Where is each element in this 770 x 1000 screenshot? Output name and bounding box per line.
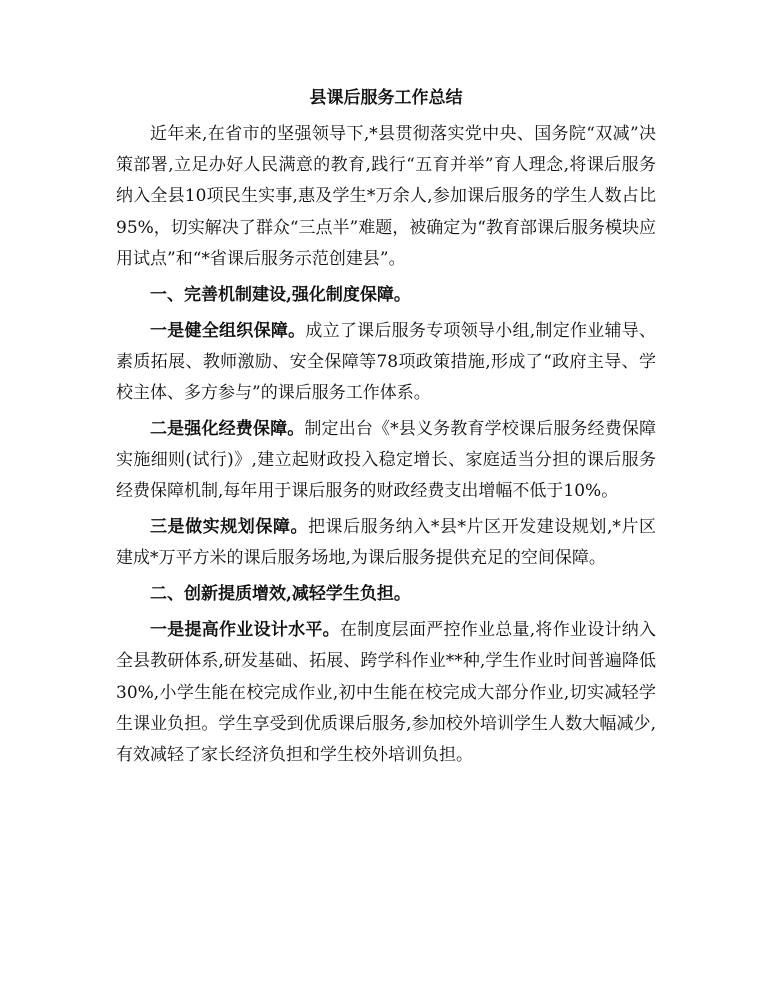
paragraph-2-body: 制定出台《*县义务教育学校课后服务经费保障实施细则(试行)》,建立起财政投入稳定增长、家庭适当分担的课后服务经费保障机制,每年用于课后服务的财政经费支出增幅不低于10%。 — [116, 418, 657, 502]
section-heading-1: 一、完善机制建设,强化制度保障。 — [150, 284, 411, 305]
document-title: 县课后服务工作总结 — [309, 88, 463, 108]
document-body — [116, 86, 656, 776]
paragraph-4 — [116, 615, 656, 771]
paragraph-1-body: 成立了课后服务专项领导小组,制定作业辅导、素质拓展、教师激励、安全保障等78项政策措施,形成了“政府主导、学校主体、多方参与”的课后服务工作体系。 — [116, 320, 656, 403]
paragraph-4-lead: 一是提高作业设计水平。 — [150, 620, 340, 641]
paragraph-3 — [116, 512, 656, 574]
paragraph-1 — [116, 316, 656, 410]
paragraph-1-lead: 一是健全组织保障。 — [150, 320, 306, 341]
paragraph-2 — [116, 414, 656, 508]
intro-paragraph: 近年来,在省市的坚强领导下,*县贯彻落实党中央、国务院“双减”决策部署,立足办好人民满意的教育,践行“五育并举”育人理念,将课后服务纳入全县10项民生实事,惠及学生*万余人,参加课后服务的学生人数占比95%，切实解决了群众“三点半”难题，被确定为“教育部课后服务模块应用试点”和“*省课后服务示范创建县”。 — [116, 124, 656, 269]
paragraph-3-lead: 三是做实规划保障。 — [150, 517, 308, 538]
section-heading-2: 二、创新提质增效,减轻学生负担。 — [150, 584, 411, 605]
paragraph-2-lead: 二是强化经费保障。 — [150, 418, 305, 439]
paragraph-3-body: 把课后服务纳入*县*片区开发建设规划,*片区建成*万平方米的课后服务场地,为课后服务提供充足的空间保障。 — [116, 517, 657, 569]
paragraph-4-body: 在制度层面严控作业总量,将作业设计纳入全县教研体系,研发基础、拓展、跨学科作业**种,学生作业时间普遍降低30%,小学生能在校完成作业,初中生能在校完成大部分作业,切实减轻学生课业负担。学生享受到优质课后服务,参加校外培训学生人数大幅减少,有效减轻了家长经济负担和学生校外培训负担。 — [116, 620, 657, 765]
